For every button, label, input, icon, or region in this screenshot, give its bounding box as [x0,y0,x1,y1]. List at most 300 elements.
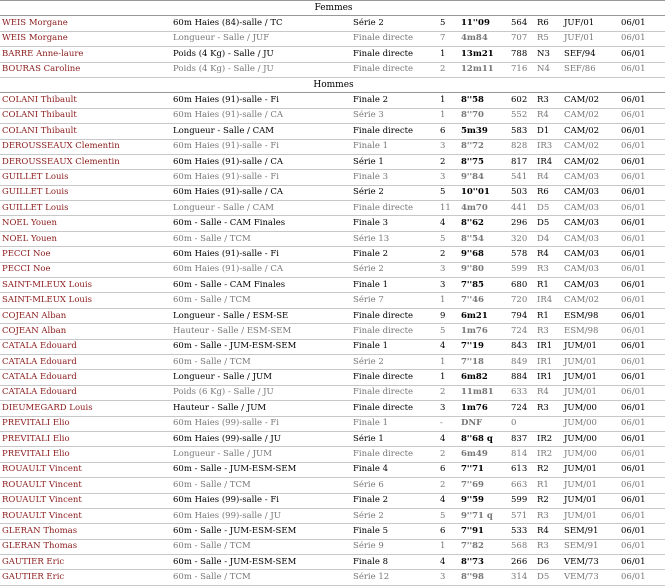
place: 1 [438,354,459,369]
event-name: 60m Haies (91)-salle / CA [171,262,351,277]
place: 3 [438,170,459,185]
event-name: 60m Haies (91)-salle / CA [171,185,351,200]
category: JUM/00 [562,447,619,462]
points: 707 [509,31,535,46]
athlete-name[interactable]: CATALA Edouard [0,385,171,400]
level: R4 [535,170,562,185]
category: JUF/01 [562,16,619,31]
points: 266 [509,555,535,570]
table-row [0,370,665,385]
event-name: 60m - Salle - CAM Finales [171,216,351,231]
place: 4 [438,431,459,446]
date: 06/01 [619,555,665,570]
section-title: Femmes [0,1,665,16]
athlete-name[interactable]: GUILLET Louis [0,170,171,185]
result: 12m11 [459,62,509,77]
round-name: Finale 1 [351,139,438,154]
date: 06/01 [619,539,665,554]
event-name: 60m - Salle - JUM-ESM-SEM [171,555,351,570]
points: 314 [509,570,535,585]
result: 7''19 [459,339,509,354]
level: IR1 [535,354,562,369]
points: 716 [509,62,535,77]
result: 10''01 [459,185,509,200]
round-name: Série 2 [351,185,438,200]
result: 1m76 [459,324,509,339]
athlete-name[interactable]: CATALA Edouard [0,370,171,385]
level: R3 [535,324,562,339]
place: - [438,416,459,431]
date: 06/01 [619,108,665,123]
level: IR1 [535,370,562,385]
table-row [0,447,665,462]
round-name: Série 7 [351,293,438,308]
category: JUM/00 [562,401,619,416]
category: SEM/91 [562,539,619,554]
result: 1m76 [459,401,509,416]
athlete-name[interactable]: PREVITALI Elio [0,416,171,431]
level: IR2 [535,431,562,446]
athlete-name[interactable]: NOEL Youen [0,231,171,246]
table-row [0,555,665,570]
round-name: Série 6 [351,478,438,493]
place: 2 [438,247,459,262]
category: JUM/00 [562,431,619,446]
level: N4 [535,62,562,77]
level: IR4 [535,293,562,308]
round-name: Série 12 [351,570,438,585]
place: 11 [438,201,459,216]
date: 06/01 [619,385,665,400]
athlete-name[interactable]: NOEL Youen [0,216,171,231]
points: 568 [509,539,535,554]
athlete-name[interactable]: BARRE Anne-laure [0,47,171,62]
place: 5 [438,231,459,246]
athlete-name[interactable]: COJEAN Alban [0,308,171,323]
event-name: 60m Haies (99)-salle - Fi [171,493,351,508]
round-name: Finale 2 [351,493,438,508]
table-row [0,216,665,231]
date: 06/01 [619,570,665,585]
category: ESM/98 [562,308,619,323]
points: 788 [509,47,535,62]
round-name: Série 2 [351,354,438,369]
points: 884 [509,370,535,385]
category: SEM/91 [562,524,619,539]
category: CAM/03 [562,185,619,200]
level: IR1 [535,339,562,354]
place: 6 [438,462,459,477]
result: 7''82 [459,539,509,554]
round-name: Finale 8 [351,555,438,570]
table-row [0,385,665,400]
round-name: Finale 4 [351,462,438,477]
result: 9''80 [459,262,509,277]
event-name: 60m Haies (91)-salle - Fi [171,139,351,154]
category: CAM/03 [562,216,619,231]
athlete-name[interactable]: GLERAN Thomas [0,524,171,539]
result: 7''91 [459,524,509,539]
category: VEM/73 [562,570,619,585]
level: R2 [535,462,562,477]
athlete-name[interactable]: GAUTIER Eric [0,570,171,585]
date: 06/01 [619,216,665,231]
result: 13m21 [459,47,509,62]
round-name: Série 2 [351,262,438,277]
category: CAM/03 [562,262,619,277]
round-name: Série 1 [351,154,438,169]
points: 533 [509,524,535,539]
table-row [0,31,665,46]
date: 06/01 [619,308,665,323]
table-row [0,185,665,200]
points: 541 [509,170,535,185]
round-name: Série 1 [351,431,438,446]
athlete-name[interactable]: GUILLET Louis [0,201,171,216]
athlete-name[interactable]: GLERAN Thomas [0,539,171,554]
category: CAM/03 [562,247,619,262]
points: 564 [509,16,535,31]
date: 06/01 [619,370,665,385]
event-name: Hauteur - Salle / JUM [171,401,351,416]
event-name: Longueur - Salle / JUF [171,31,351,46]
event-name: Poids (4 Kg) - Salle / JU [171,62,351,77]
date: 06/01 [619,416,665,431]
place: 2 [438,478,459,493]
event-name: 60m - Salle / TCM [171,293,351,308]
event-name: Longueur - Salle / ESM-SE [171,308,351,323]
round-name: Finale 3 [351,170,438,185]
points: 849 [509,354,535,369]
points: 794 [509,308,535,323]
table-row [0,478,665,493]
table-row [0,62,665,77]
level: D5 [535,216,562,231]
result: 8''98 [459,570,509,585]
table-row [0,108,665,123]
category: SEF/86 [562,62,619,77]
table-row [0,154,665,169]
section-header [0,77,665,92]
round-name: Série 13 [351,231,438,246]
result: 9''59 [459,493,509,508]
date: 06/01 [619,508,665,523]
level: D5 [535,570,562,585]
athlete-name[interactable]: DEROUSSEAUX Clementin [0,139,171,154]
section-title: Hommes [0,77,665,92]
points: 843 [509,339,535,354]
athlete-name[interactable]: PREVITALI Elio [0,447,171,462]
athlete-name[interactable]: COLANI Thibault [0,124,171,139]
place: 3 [438,278,459,293]
place: 7 [438,31,459,46]
level: R4 [535,385,562,400]
points: 613 [509,462,535,477]
level: R3 [535,262,562,277]
place: 9 [438,308,459,323]
athlete-name[interactable]: WEIS Morgane [0,16,171,31]
table-row [0,508,665,523]
date: 06/01 [619,354,665,369]
place: 1 [438,370,459,385]
level: D1 [535,124,562,139]
table-row [0,201,665,216]
athlete-name[interactable]: DEROUSSEAUX Clementin [0,154,171,169]
round-name: Finale directe [351,47,438,62]
round-name: Série 9 [351,539,438,554]
athlete-name[interactable]: ROUAULT Vincent [0,462,171,477]
result: 5m39 [459,124,509,139]
points: 633 [509,385,535,400]
athlete-name[interactable]: ROUAULT Vincent [0,493,171,508]
level: R2 [535,493,562,508]
table-row [0,124,665,139]
category: JUM/01 [562,370,619,385]
athlete-name[interactable]: SAINT-MLEUX Louis [0,293,171,308]
athlete-name[interactable]: PECCI Noe [0,262,171,277]
level: D4 [535,231,562,246]
place: 2 [438,447,459,462]
date: 06/01 [619,401,665,416]
category: CAM/03 [562,170,619,185]
table-row [0,231,665,246]
round-name: Finale 2 [351,247,438,262]
category: CAM/03 [562,201,619,216]
event-name: 60m Haies (99)-salle / JU [171,431,351,446]
event-name: 60m - Salle - CAM Finales [171,278,351,293]
category: JUF/01 [562,31,619,46]
place: 1 [438,108,459,123]
date: 06/01 [619,62,665,77]
level: R3 [535,508,562,523]
result: 7''46 [459,293,509,308]
athlete-name[interactable]: BOURAS Caroline [0,62,171,77]
result: 9''68 [459,247,509,262]
place: 4 [438,555,459,570]
date: 06/01 [619,154,665,169]
place: 2 [438,385,459,400]
athlete-name[interactable]: GAUTIER Eric [0,555,171,570]
round-name: Finale directe [351,370,438,385]
result: 11''09 [459,16,509,31]
category: JUM/01 [562,354,619,369]
place: 5 [438,16,459,31]
level: R3 [535,401,562,416]
athlete-name[interactable]: CATALA Edouard [0,339,171,354]
level: N3 [535,47,562,62]
event-name: 60m - Salle / TCM [171,354,351,369]
place: 5 [438,185,459,200]
round-name: Finale directe [351,124,438,139]
category: CAM/02 [562,108,619,123]
points: 720 [509,293,535,308]
table-row [0,170,665,185]
level: R4 [535,524,562,539]
event-name: Longueur - Salle / CAM [171,201,351,216]
level: R5 [535,31,562,46]
level: IR2 [535,447,562,462]
level: D5 [535,201,562,216]
category: JUM/01 [562,339,619,354]
points: 503 [509,185,535,200]
level: R3 [535,93,562,108]
date: 06/01 [619,31,665,46]
result: 8''62 [459,216,509,231]
result: 6m82 [459,370,509,385]
result: 11m81 [459,385,509,400]
event-name: 60m - Salle / TCM [171,570,351,585]
round-name: Finale 1 [351,278,438,293]
category: JUM/00 [562,416,619,431]
date: 06/01 [619,93,665,108]
category: CAM/03 [562,231,619,246]
date: 06/01 [619,47,665,62]
table-row [0,462,665,477]
date: 06/01 [619,185,665,200]
date: 06/01 [619,478,665,493]
round-name: Série 3 [351,108,438,123]
event-name: Longueur - Salle / JUM [171,370,351,385]
category: SEF/94 [562,47,619,62]
round-name: Finale directe [351,401,438,416]
place: 2 [438,62,459,77]
result: 8''75 [459,154,509,169]
table-row [0,539,665,554]
place: 5 [438,324,459,339]
level: IR4 [535,154,562,169]
points: 578 [509,247,535,262]
place: 3 [438,262,459,277]
level: R4 [535,247,562,262]
points: 583 [509,124,535,139]
round-name: Finale directe [351,62,438,77]
athlete-name[interactable]: PECCI Noe [0,247,171,262]
table-row [0,339,665,354]
event-name: 60m Haies (84)-salle / TC [171,16,351,31]
level: R1 [535,308,562,323]
category: CAM/03 [562,278,619,293]
table-row [0,293,665,308]
result: 6m21 [459,308,509,323]
table-row [0,16,665,31]
level: D6 [535,555,562,570]
athlete-name[interactable]: PREVITALI Elio [0,431,171,446]
points: 571 [509,508,535,523]
points: 817 [509,154,535,169]
athlete-name[interactable]: ROUAULT Vincent [0,508,171,523]
date: 06/01 [619,524,665,539]
level: IR3 [535,139,562,154]
place: 2 [438,154,459,169]
table-row [0,431,665,446]
event-name: Longueur - Salle / CAM [171,124,351,139]
athlete-name[interactable]: COLANI Thibault [0,93,171,108]
table-row [0,570,665,585]
round-name: Finale directe [351,324,438,339]
level: R4 [535,108,562,123]
result: 7''85 [459,278,509,293]
level: R6 [535,185,562,200]
points: 602 [509,93,535,108]
place: 3 [438,401,459,416]
level: R1 [535,478,562,493]
category: CAM/02 [562,293,619,308]
event-name: 60m Haies (91)-salle - Fi [171,247,351,262]
category: CAM/02 [562,124,619,139]
event-name: 60m Haies (91)-salle / CA [171,108,351,123]
table-row [0,416,665,431]
athlete-name[interactable]: DIEUMEGARD Louis [0,401,171,416]
event-name: Poids (6 Kg) - Salle / JU [171,385,351,400]
place: 6 [438,124,459,139]
result: 8''68 q [459,431,509,446]
points: 441 [509,201,535,216]
place: 3 [438,570,459,585]
athlete-name[interactable]: SAINT-MLEUX Louis [0,278,171,293]
points: 680 [509,278,535,293]
date: 06/01 [619,293,665,308]
event-name: 60m - Salle / TCM [171,231,351,246]
points: 599 [509,493,535,508]
event-name: 60m - Salle / TCM [171,478,351,493]
date: 06/01 [619,170,665,185]
result: 7''71 [459,462,509,477]
event-name: 60m Haies (99)-salle - Fi [171,416,351,431]
result: 4m84 [459,31,509,46]
category: CAM/02 [562,93,619,108]
round-name: Finale 5 [351,524,438,539]
result: 8''70 [459,108,509,123]
event-name: 60m - Salle - JUM-ESM-SEM [171,462,351,477]
place: 1 [438,293,459,308]
athlete-name[interactable]: CATALA Edouard [0,354,171,369]
result: 6m49 [459,447,509,462]
points: 828 [509,139,535,154]
round-name: Finale 3 [351,216,438,231]
date: 06/01 [619,124,665,139]
event-name: Longueur - Salle / JUM [171,447,351,462]
event-name: Poids (4 Kg) - Salle / JU [171,47,351,62]
round-name: Finale 2 [351,93,438,108]
athlete-name[interactable]: GUILLET Louis [0,185,171,200]
table-row [0,47,665,62]
date: 06/01 [619,262,665,277]
event-name: 60m Haies (91)-salle - Fi [171,170,351,185]
place: 1 [438,539,459,554]
athlete-name[interactable]: WEIS Morgane [0,31,171,46]
date: 06/01 [619,324,665,339]
athlete-name[interactable]: COJEAN Alban [0,324,171,339]
round-name: Finale directe [351,308,438,323]
result: 7''69 [459,478,509,493]
result: 7''18 [459,354,509,369]
table-row [0,324,665,339]
date: 06/01 [619,447,665,462]
result: 8''73 [459,555,509,570]
table-row [0,493,665,508]
points: 724 [509,401,535,416]
athlete-name[interactable]: COLANI Thibault [0,108,171,123]
place: 4 [438,339,459,354]
points: 814 [509,447,535,462]
result: 8''72 [459,139,509,154]
date: 06/01 [619,339,665,354]
athlete-name[interactable]: ROUAULT Vincent [0,478,171,493]
category: CAM/02 [562,139,619,154]
category: JUM/01 [562,508,619,523]
table-row [0,93,665,108]
place: 6 [438,524,459,539]
